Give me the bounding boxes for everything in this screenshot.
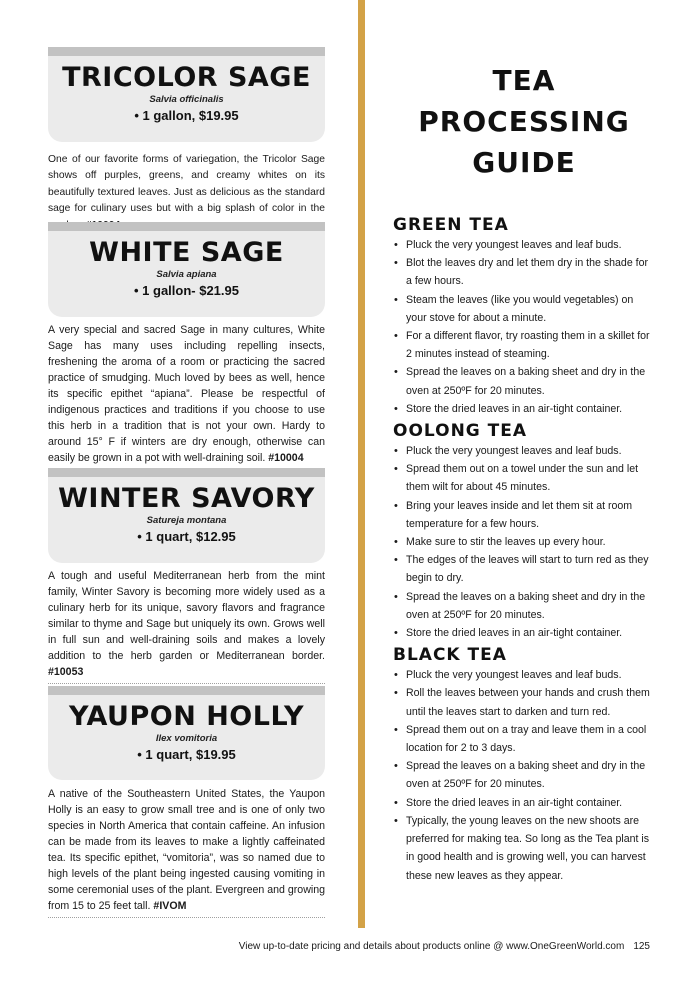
list-item: • Spread them out on a tray and leave them in a cool location for 2 to 3 days.: [394, 723, 647, 755]
product-description: [48, 786, 325, 914]
list-item: • Pluck the very youngest leaves and leaf buds.: [394, 445, 622, 458]
product-name: TRICOLOR SAGE: [62, 62, 311, 93]
product-item-number: #10004: [268, 452, 304, 464]
oolong-tea-steps: [393, 442, 655, 642]
list-item: • Spread the leaves on a baking sheet and dry in the oven at 250ºF for 20 minutes.: [394, 760, 646, 791]
list-item: • Make sure to stir the leaves up every hour.: [394, 536, 606, 549]
product-latin-name: Satureja montana: [146, 515, 227, 526]
product-card: [48, 477, 325, 563]
product-latin-name: Ilex vomitoria: [155, 733, 218, 744]
product-description-text: A native of the Southeastern United States, the Yaupon Holly is an easy to grow small tree and is one of only two species in North America that contain caffeine. An infusion can be made from its leaves to make a lightly caffeinated tea. Its specific epithet, “vomitoria”, was so named due to high levels of the plant being ingested causing vomiting in some ceremonial uses of the plant. Evergreen and growing from 15 to 25 feet tall.: [48, 788, 325, 912]
product-price: • 1 gallon, $19.95: [134, 108, 239, 123]
product-description: [48, 322, 325, 466]
tea-processing-guide: [393, 60, 655, 887]
footer-text: View up-to-date pricing and details about products online @ www.OneGreenWorld.com: [238, 941, 625, 952]
guide-title-line2: GUIDE: [472, 146, 576, 179]
product-winter-savory: [48, 468, 325, 684]
guide-title: [393, 60, 655, 183]
product-name: WHITE SAGE: [89, 237, 284, 268]
product-tricolor-sage: [48, 47, 325, 238]
card-top-bar: [48, 47, 325, 56]
product-description-text: A tough and useful Mediterranean herb from the mint family, Winter Savory is becoming more widely used as a culinary herb for its unique, savory flavors and fragrance similar to thyme and Sage but uniquely its own. Grows well in full sun and well-draining soils and makes a lovely addition to the herb garden or Mediterranean border.: [48, 570, 325, 662]
dotted-separator: [48, 917, 325, 918]
card-top-bar: [48, 686, 325, 695]
product-white-sage: [48, 222, 325, 470]
card-top-bar: [48, 468, 325, 477]
product-name: YAUPON HOLLY: [69, 701, 304, 732]
product-description: [48, 568, 325, 680]
list-item: • Spread the leaves on a baking sheet and dry in the oven at 250ºF for 20 minutes.: [394, 366, 646, 397]
product-price: • 1 gallon- $21.95: [134, 283, 239, 298]
list-item: • Spread the leaves on a baking sheet and dry in the oven at 250ºF for 20 minutes.: [394, 590, 646, 621]
product-card: [48, 56, 325, 142]
list-item: • Store the dried leaves in an air-tight container.: [394, 627, 623, 640]
product-yaupon-holly: [48, 686, 325, 918]
product-name: WINTER SAVORY: [58, 483, 315, 514]
section-title-green-tea: GREEN TEA: [393, 215, 509, 235]
product-description-text: A very special and sacred Sage in many cultures, White Sage has many uses including repelling insects, freshening the aroma of a room or practicing the sacred practice of smudging. Much loved by bees as well, hence its specific epithet “apiana”. Please be respectful of indigenous practices and traditions if you choose to use this herb in a tradition that is not your own. Hardy to around 15° F if winters are dry enough, otherwise can easily be grown in a pot with well-draining soil.: [48, 324, 325, 464]
section-title-black-tea: BLACK TEA: [393, 645, 507, 666]
page-footer: [239, 941, 650, 952]
list-item: • Roll the leaves between your hands and crush them until the leaves start to darken and turn red.: [394, 687, 650, 718]
list-item: • Blot the leaves dry and let them dry in the shade for a few hours.: [394, 257, 649, 288]
product-card: [48, 231, 325, 317]
product-latin-name: Salvia officinalis: [149, 94, 224, 105]
product-price: • 1 quart, $12.95: [137, 529, 236, 544]
list-item: • Bring your leaves inside and let them sit at room temperature for a few hours.: [394, 499, 633, 530]
list-item: • Typically, the young leaves on the new shoots are preferred for making tea. So long as the Tea plant is in good health and is growing well, you can harvest these new leaves as they appear.: [394, 814, 650, 882]
list-item: • Steam the leaves (like you would vegetables) on your stove for about a minute.: [394, 293, 634, 324]
list-item: • The edges of the leaves will start to turn red as they begin to dry.: [394, 554, 649, 585]
list-item: • Pluck the very youngest leaves and leaf buds.: [394, 669, 622, 682]
list-item: • Spread them out on a towel under the sun and let them wilt for about 45 minutes.: [394, 463, 639, 494]
card-top-bar: [48, 222, 325, 231]
dotted-separator: [48, 683, 325, 684]
list-item: • For a different flavor, try roasting them in a skillet for 2 minutes instead of steaming.: [394, 330, 650, 361]
product-item-number: #IVOM: [153, 900, 187, 912]
green-tea-steps: [393, 236, 655, 418]
list-item: • Pluck the very youngest leaves and leaf buds.: [394, 239, 622, 251]
page-number: 125: [633, 941, 650, 952]
product-card: [48, 695, 325, 780]
column-divider: [358, 0, 365, 928]
section-title-oolong-tea: OOLONG TEA: [393, 421, 528, 442]
guide-title-line1: TEA PROCESSING: [418, 64, 630, 138]
product-latin-name: Salvia apiana: [156, 269, 217, 280]
list-item: • Store the dried leaves in an air-tight container.: [394, 402, 623, 415]
black-tea-steps: [393, 666, 655, 884]
product-price: • 1 quart, $19.95: [137, 747, 236, 762]
product-item-number: #10053: [48, 666, 84, 678]
list-item: • Store the dried leaves in an air-tight container.: [394, 796, 623, 809]
product-description-text: One of our favorite forms of variegation, the Tricolor Sage shows off purples, greens, and creamy whites on its beautifully textured leaves. Just as delicious as the standard sage for culinary uses but with a big splash of color in the: [48, 154, 325, 215]
